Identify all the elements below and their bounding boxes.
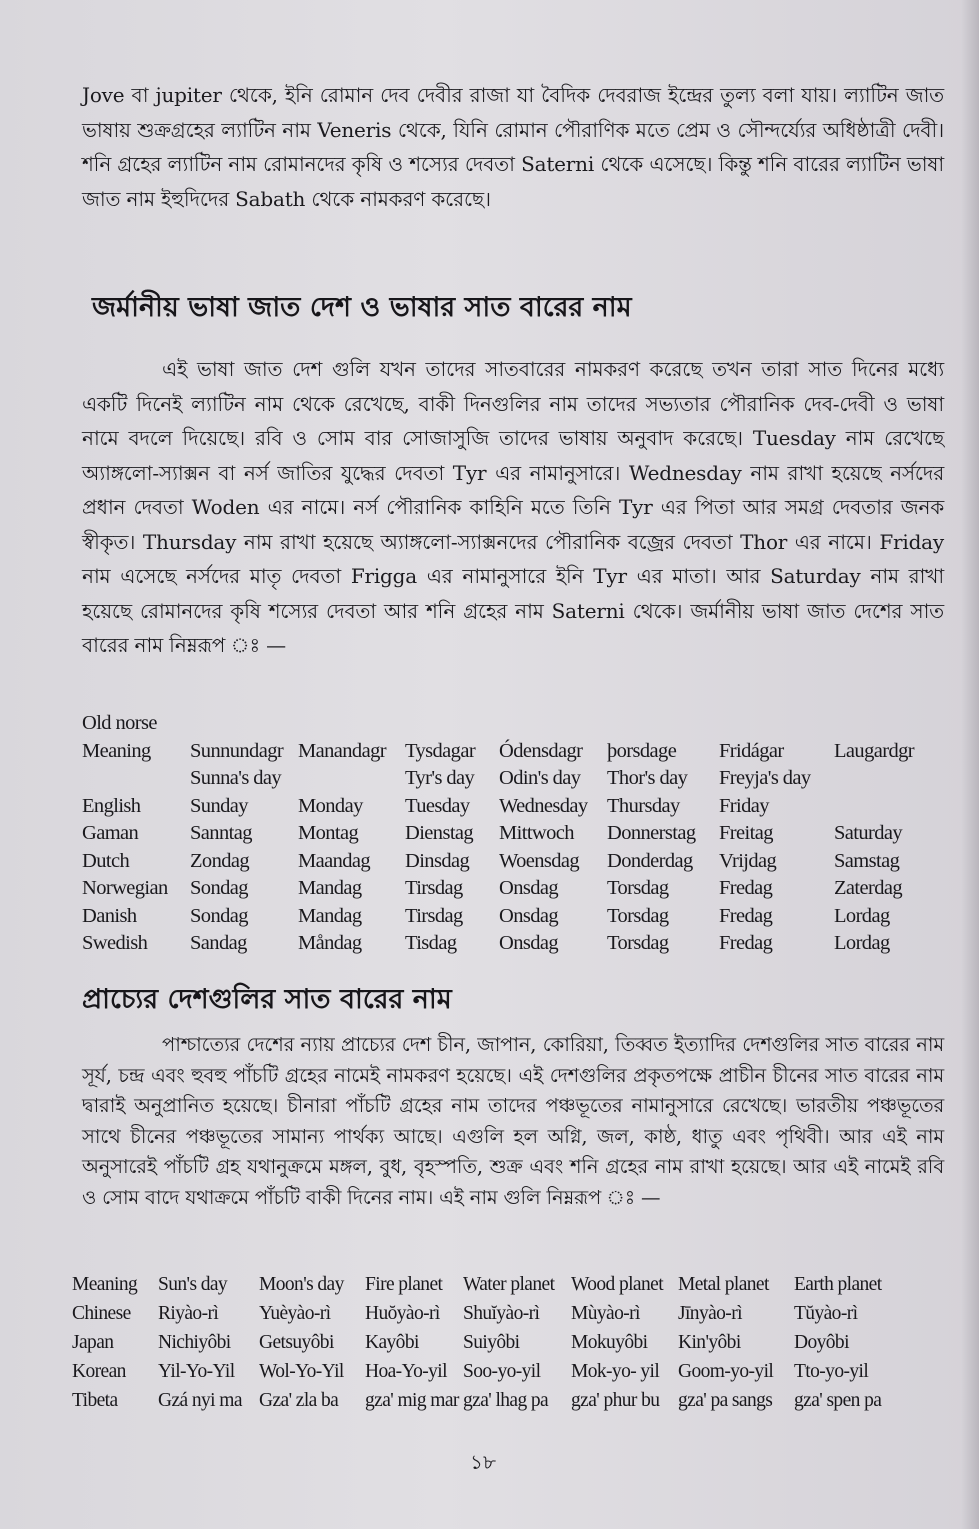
table-cell: Fredag [719,904,773,927]
table-row [82,875,942,903]
table-cell: Fridágar [719,739,784,762]
row-label-cell: Gaman [82,822,139,844]
row-label-cell: Meaning [72,1274,138,1295]
table-cell: Sun's day [158,1274,228,1295]
row-label-cell: Tibeta [72,1390,118,1411]
section-heading-germanic: জর্মানীয় ভাষা জাত দেশ ও ভাষার সাত বারের নাম [92,292,632,323]
table-cell: gza' lhag pa [463,1390,549,1411]
table-cell: Goom-yo-yil [678,1361,774,1382]
table-row [72,1299,944,1328]
table-cell [834,710,942,738]
table-cell: Getsuyôbi [259,1332,334,1353]
table-cell: Tuesday [405,794,470,817]
row-label-cell [82,765,190,793]
table-cell: Gzá nyi ma [158,1390,242,1411]
table-row [72,1386,944,1415]
table-cell: Mandag [298,904,362,927]
table-cell: Samstag [834,849,900,872]
table-cell: Vrijdag [719,849,777,872]
table-cell: Mùyào-rì [571,1303,640,1324]
table-cell: Mok-yo- yil [571,1361,660,1382]
table-cell: Wood planet [571,1274,664,1295]
row-label-cell: Korean [72,1361,126,1382]
table-cell: Ódensdagr [499,739,583,762]
table-row [72,1357,944,1386]
table-cell [405,710,499,738]
table-row [82,820,942,848]
table-cell: Mittwoch [499,822,574,844]
table-cell: Fredag [719,932,773,954]
table-cell: Sandag [190,932,247,954]
table-cell: Sunday [190,794,248,817]
table-cell: Wednesday [499,794,588,817]
table-cell [499,710,607,738]
table-cell: Onsdag [499,932,559,954]
table-cell: þorsdage [607,739,677,762]
table-cell: Dienstag [405,822,474,844]
table-cell: Thursday [607,794,680,817]
table-cell: Tto-yo-yil [794,1361,869,1382]
table-cell: Yuèyào-rì [259,1303,331,1324]
germanic-paragraph: এই ভাষা জাত দেশ গুলি যখন তাদের সাতবারের নামকরণ করেছে তখন তারা সাত দিনের মধ্যে একটি দিনেই ল্যাটিন নাম থেকে রেখেছে, বাকী দিনগুলির নাম তাদের সভ্যতার পৌরানিক দেব-দেবী ও ভাষা নামে বদলে দিয়েছে। রবি ও সোম বার সোজাসুজি তাদের ভাষায় অনুবাদ করেছে। Tuesday নাম রেখেছে অ্যাঙ্গলো-স্যাক্সন বা নর্স জাতির যুদ্ধের দেবতা Tyr এর নামানুসারে। Wednesday নাম রাখা হয়েছে নর্সদের প্রধান দেবতা Woden এর নামে। নর্স পৌরানিক কাহিনি মতে তিনি Tyr এর পিতা আর সমগ্র দেবতার জনক স্বীকৃত। Thursday নাম রাখা হয়েছে অ্যাঙ্গলো-স্যাক্সনদের পৌরানিক বজ্রের দেবতা Thor এর নামে। Friday নাম এসেছে নর্সদের মাতৃ দেবতা Frigga এর নামানুসারে ইনি Tyr এর মাতা। আর Saturday নাম রাখা হয়েছে রোমানদের কৃষি শস্যের দেবতা আর শনি গ্রহের নাম Saterni থেকে। জর্মানীয় ভাষা জাত দেশের সাত বারের নাম নিম্নরূপ ঃ — [82,357,944,657]
table-cell: Torsdag [607,877,669,899]
table-cell: gza' spen pa [794,1390,882,1411]
table-cell: Sunna's day [190,767,282,789]
table-cell: Doyôbi [794,1332,849,1353]
table-cell [607,710,719,738]
table-cell: Torsdag [607,904,669,927]
table-cell: Shuĭyào-rì [463,1303,540,1324]
table-cell: gza' phur bu [571,1390,660,1411]
table-cell: Kayôbi [365,1332,419,1353]
table-row [82,903,942,931]
table-cell: Donnerstag [607,822,696,844]
table-cell: Tŭyào-rì [794,1303,858,1324]
table-cell: Wol-Yo-Yil [259,1361,344,1382]
table-cell: Zaterdag [834,877,903,899]
row-label-cell: Meaning [82,739,151,762]
row-label-cell: Dutch [82,849,130,872]
table-cell: Gza' zla ba [259,1390,339,1411]
table-cell: Hoa-Yo-yil [365,1361,447,1382]
table-cell: Nichiyôbi [158,1332,231,1353]
table-cell: Suiyôbi [463,1332,520,1353]
table-cell: Tysdagar [405,739,476,762]
table-cell: Sondag [190,877,248,899]
page-number: ১৮ [470,1450,496,1474]
table-cell: Fredag [719,877,773,899]
section-heading-eastern: প্রাচ্যের দেশগুলির সাত বারের নাম [82,984,452,1015]
table-cell: Måndag [298,932,362,954]
table-cell [834,793,942,821]
row-label-cell: Danish [82,904,137,927]
table-cell: gza' mig mar [365,1390,459,1411]
table-cell [298,710,405,738]
table-cell: Dinsdag [405,849,470,872]
eastern-weekday-table [72,1270,944,1415]
table-cell: Monday [298,794,363,817]
table-row [82,848,942,876]
table-cell: Donderdag [607,849,693,872]
table-cell: Laugardgr [834,739,914,762]
table-cell [834,765,942,793]
row-label-cell: Norwegian [82,877,168,899]
table-cell: Freyja's day [719,767,811,789]
table-cell: Yil-Yo-Yil [158,1361,235,1382]
table-cell: Soo-yo-yil [463,1361,541,1382]
table-cell: gza' pa sangs [678,1390,773,1411]
table-row [82,710,942,738]
table-cell [298,765,405,793]
table-cell: Tirsdag [405,877,463,899]
table-cell: Sanntag [190,822,252,844]
table-row [82,738,942,766]
table-cell: Woensdag [499,849,580,872]
table-cell: Onsdag [499,904,559,927]
table-cell: Thor's day [607,767,688,789]
table-cell [719,710,834,738]
table-row [82,930,942,958]
intro-paragraph: Jove বা jupiter থেকে, ইনি রোমান দেব দেবীর রাজা যা বৈদিক দেবরাজ ইন্দ্রের তুল্য বলা যায়। ল্যাটিন জাত ভাষায় শুক্রগ্রহের ল্যাটিন নাম Veneris থেকে, যিনি রোমান পৌরাণিক মতে প্রেম ও সৌন্দর্য্যের অধিষ্ঠাত্রী দেবী। শনি গ্রহের ল্যাটিন নাম রোমানদের কৃষি ও শস্যের দেবতা Saterni থেকে এসেছে। কিন্তু শনি বারের ল্যাটিন ভাষা জাত নাম ইহুদিদের Sabath থেকে নামকরণ করেছে। [82,83,944,211]
row-label-cell: Swedish [82,932,148,954]
table-cell: Tirsdag [405,904,463,927]
page-edge-shadow [961,0,979,1529]
table-cell: Fire planet [365,1274,443,1295]
table-cell: Water planet [463,1274,555,1295]
table-cell: Mokuyôbi [571,1332,648,1353]
table-cell: Maandag [298,849,371,872]
table-cell: Huŏyào-rì [365,1303,440,1324]
table-cell: Zondag [190,849,250,872]
table-cell: Riyào-rì [158,1303,219,1324]
row-label-cell: English [82,794,141,817]
table-cell: Earth planet [794,1274,882,1295]
table-cell [190,710,298,738]
germanic-weekday-table [82,710,942,958]
table-cell: Freitag [719,822,773,844]
table-cell: Sondag [190,904,248,927]
row-label-cell: Chinese [72,1303,131,1324]
table-row [72,1328,944,1357]
table-cell: Onsdag [499,877,559,899]
table-cell: Manandagr [298,739,386,762]
row-label-cell: Old norse [82,712,157,734]
table-cell: Tyr's day [405,767,475,789]
eastern-paragraph: পাশ্চাত্যের দেশের ন্যায় প্রাচ্যের দেশ চীন, জাপান, কোরিয়া, তিব্বত ইত্যাদির দেশগুলির সাত বারের নাম সূর্য, চন্দ্র এবং হুবহু পাঁচটি গ্রহের নামেই নামকরণ হয়েছে। এই দেশগুলির প্রকৃতপক্ষে প্রাচীন চীনের সাত বারের নাম দ্বারাই অনুপ্রানিত হয়েছে। চীনারা পাঁচটি গ্রহের নাম তাদের পঞ্চভূতের নামানুসারে রেখেছে। ভারতীয় পঞ্চভূতের সাথে চীনের পঞ্চভূতের সামান্য পার্থক্য আছে। এগুলি হল অগ্নি, জল, কাষ্ঠ, ধাতু এবং পৃথিবী। আর এই নাম অনুসারেই পাঁচটি গ্রহ যথানুক্রমে মঙ্গল, বুধ, বৃহস্পতি, শুক্র এবং শনি গ্রহের নাম রাখা হয়েছে। আর এই নামেই রবি ও সোম বাদে যথাক্রমে পাঁচটি বাকী দিনের নাম। এই নাম গুলি নিম্নরূপ ঃ — [82,1033,944,1209]
table-cell: Metal planet [678,1274,769,1295]
table-cell: Odin's day [499,767,581,789]
table-cell: Lordag [834,904,890,927]
table-row [82,793,942,821]
row-label-cell: Japan [72,1332,114,1353]
table-cell: Saturday [834,822,903,844]
table-cell: Lordag [834,932,890,954]
table-cell: Tisdag [405,932,457,954]
table-cell: Torsdag [607,932,669,954]
table-cell: Moon's day [259,1274,344,1295]
table-cell: Sunnundagr [190,739,284,762]
table-cell: Friday [719,794,769,817]
table-cell: Jīnyào-rì [678,1303,742,1324]
table-cell: Mandag [298,877,362,899]
table-cell: Montag [298,822,359,844]
table-cell: Kin'yôbi [678,1332,741,1353]
table-row [72,1270,944,1299]
table-row [82,765,942,793]
